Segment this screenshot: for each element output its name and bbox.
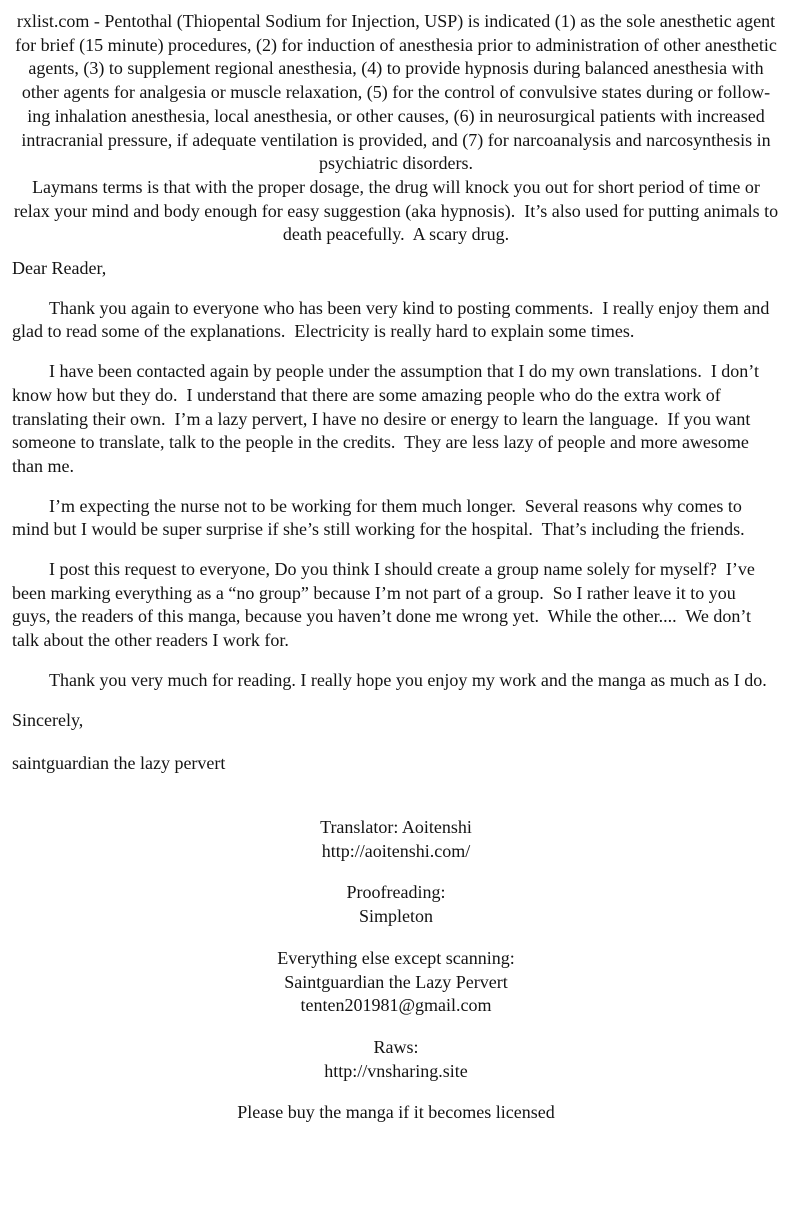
text-line: know how but they do. I understand that there are some amazing people who do the extra work of (12, 384, 721, 405)
credit-role-line: Proofreading: (346, 882, 446, 903)
license-note-line: Please buy the manga if it becomes licensed (237, 1102, 555, 1123)
credit-name-line: Simpleton (358, 906, 433, 927)
text-line: psychiatric disorders. (319, 153, 473, 174)
letter-closing: Sincerely, (12, 709, 84, 730)
credit-group-proofreading (12, 881, 780, 928)
text-line: rxlist.com - Pentothal (Thiopental Sodium for Injection, USP) is indicated (1) as the sole anesthetic agent (16, 11, 776, 31)
text-line: agents, (3) to supplement regional anesthesia, (4) to provide hypnosis during balanced anesthesia with (28, 58, 764, 79)
text-line: Laymans terms is that with the proper dosage, the drug will knock you out for short period of time or (32, 176, 760, 197)
text-line: intracranial pressure, if adequate ventilation is provided, and (7) for narcoanalysis and narcosynthesis in (21, 129, 771, 150)
letter-paragraph-thanks-comments (12, 297, 780, 344)
salutation: Dear Reader, (12, 258, 107, 279)
letter-paragraph-group-name (12, 558, 780, 653)
text-line: Thank you again to everyone who has been very kind to posting comments. I really enjoy them and (49, 297, 770, 318)
credit-role-line: Everything else except scanning: (277, 947, 515, 968)
text-line: Thank you very much for reading. I really hope you enjoy my work and the manga as much as I do. (49, 669, 767, 690)
letter-signature: saintguardian the lazy pervert (12, 753, 226, 774)
license-note (12, 1101, 780, 1125)
letter-paragraph-translations (12, 360, 780, 479)
text-line: I have been contacted again by people under the assumption that I do my own translations. I don’t (49, 361, 759, 382)
text-line: relax your mind and body enough for easy suggestion (aka hypnosis). It’s also used for putting animals to (13, 200, 779, 221)
text-line: death peacefully. A scary drug. (282, 224, 510, 245)
credits-block (12, 816, 780, 1125)
layman-summary-paragraph (12, 176, 780, 247)
text-line: someone to translate, talk to the people in the credits. They are less lazy of people and more awesome (12, 432, 749, 453)
text-line: ing inhalation anesthesia, local anesthesia, or other causes, (6) in neurosurgical patients with increased (27, 105, 765, 126)
text-line: talk about the other readers I work for. (12, 630, 289, 651)
credit-email-line: tenten201981@gmail.com (300, 995, 492, 1016)
credit-group-translator (12, 816, 780, 863)
text-line: translating their own. I’m a lazy pervert, I have no desire or energy to learn the language. If you want (12, 408, 751, 429)
text-line: glad to read some of the explanations. Electricity is really hard to explain some times. (12, 321, 635, 342)
text-line: than me. (12, 455, 74, 476)
letter-paragraph-thank-you (12, 669, 780, 693)
credit-group-raws (12, 1036, 780, 1083)
text-line: been marking everything as a “no group” because I’m not part of a group. So I rather leave it to you (12, 582, 736, 603)
text-line: I post this request to everyone, Do you think I should create a group name solely for myself? I’ve (49, 559, 755, 580)
text-line: other agents for analgesia or muscle relaxation, (5) for the control of convulsive states during or follow- (21, 82, 771, 103)
letter-paragraph-nurse (12, 495, 780, 542)
credit-role-line: Raws: (373, 1036, 419, 1057)
text-line: I’m expecting the nurse not to be working for them much longer. Several reasons why comes to (49, 495, 742, 516)
credit-group-everything-else (12, 947, 780, 1018)
credit-url-line: http://aoitenshi.com/ (321, 840, 471, 861)
credit-role-line: Translator: Aoitenshi (320, 816, 472, 837)
text-line: for brief (15 minute) procedures, (2) for induction of anesthesia prior to administration of other anesthetic (15, 34, 777, 55)
text-line: mind but I would be super surprise if she’s still working for the hospital. That’s including the friends. (12, 519, 745, 540)
credit-name-line: Saintguardian the Lazy Pervert (284, 971, 508, 992)
drug-info-paragraph (12, 10, 780, 176)
credit-url-line: http://vnsharing.site (324, 1060, 468, 1081)
text-line: guys, the readers of this manga, because you haven’t done me wrong yet. While the other.... We don’t (12, 606, 752, 627)
